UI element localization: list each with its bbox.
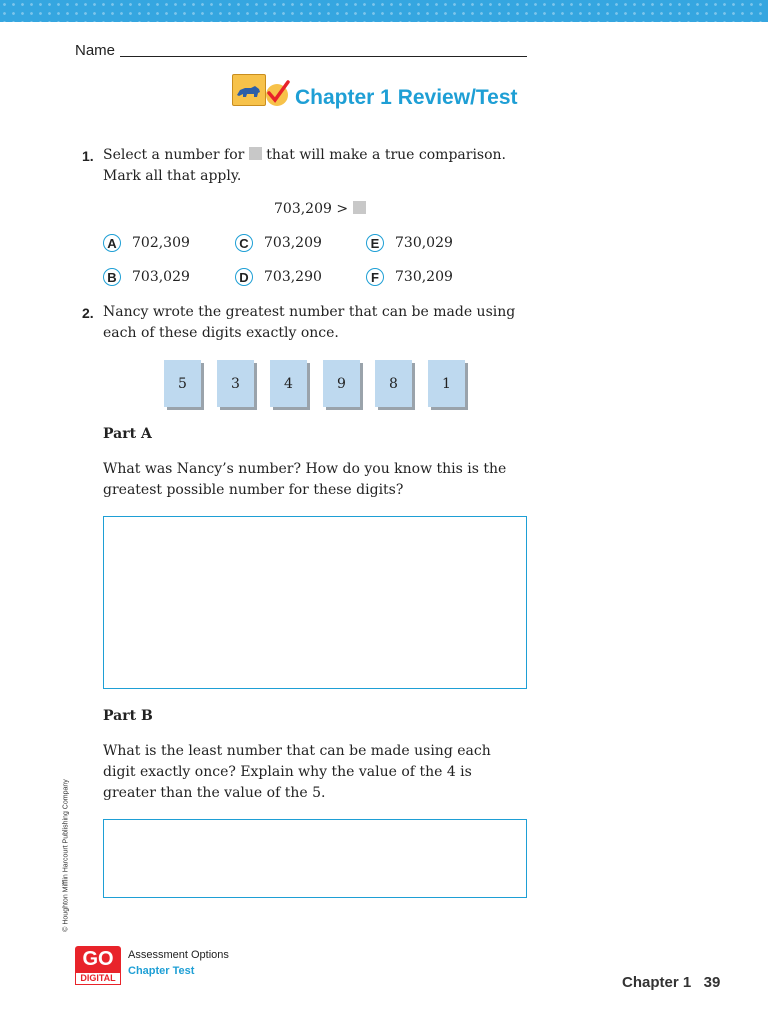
comparison-text: 703,209 > — [274, 201, 349, 217]
go-text: GO — [75, 946, 121, 972]
option-letter: A — [103, 234, 121, 252]
question-2-number: 2. — [82, 305, 94, 321]
part-a-label: Part A — [103, 426, 152, 442]
digit-tile: 1 — [428, 360, 465, 407]
option-value: 703,290 — [264, 269, 322, 285]
chapter-title-block — [232, 72, 552, 118]
go-digital-badge[interactable] — [75, 946, 121, 986]
comparison — [274, 199, 366, 220]
option-value: 702,309 — [132, 235, 190, 251]
option-letter: D — [235, 268, 253, 286]
assessment-options-label: Assessment Options — [128, 949, 229, 961]
question-1-prompt-cont: that will make a true comparison. Mark all that apply. — [103, 147, 507, 184]
question-1-number: 1. — [82, 148, 94, 164]
digit-tile: 8 — [375, 360, 412, 407]
option-value: 730,029 — [395, 235, 453, 251]
option-c[interactable] — [235, 234, 322, 252]
option-a[interactable] — [103, 234, 190, 252]
name-line — [120, 56, 527, 57]
question-1-text — [103, 145, 528, 187]
option-value: 703,029 — [132, 269, 190, 285]
question-2-text: Nancy wrote the greatest number that can be made using each of these digits exactly once. — [103, 304, 516, 341]
option-f[interactable] — [366, 268, 453, 286]
option-e[interactable] — [366, 234, 453, 252]
digit-tile: 3 — [217, 360, 254, 407]
question-1-prompt: Select a number for — [103, 147, 245, 163]
digital-text: DIGITAL — [75, 972, 121, 985]
option-letter: B — [103, 268, 121, 286]
part-b-answer-box[interactable] — [103, 819, 527, 898]
page-number: Chapter 1 39 — [622, 974, 721, 991]
option-value: 730,209 — [395, 269, 453, 285]
page-title: Chapter 1 Review/Test — [295, 86, 518, 109]
copyright: © Houghton Mifflin Harcourt Publishing Company — [62, 779, 70, 932]
name-label: Name — [75, 42, 116, 59]
digit-tile: 5 — [164, 360, 201, 407]
bear-logo-icon — [232, 74, 266, 106]
part-b-label: Part B — [103, 708, 153, 724]
placeholder-square-icon — [353, 201, 366, 214]
digit-tile: 4 — [270, 360, 307, 407]
option-letter: C — [235, 234, 253, 252]
top-decorative-band — [0, 0, 768, 22]
part-a-answer-box[interactable] — [103, 516, 527, 689]
digit-tile: 9 — [323, 360, 360, 407]
option-b[interactable] — [103, 268, 190, 286]
checkmark-icon — [266, 84, 288, 106]
placeholder-square-icon — [249, 147, 262, 160]
part-b-text: What is the least number that can be made using each digit exactly once? Explain why the value of the 4 is greater than the value of the 5. — [103, 743, 491, 801]
option-value: 703,209 — [264, 235, 322, 251]
chapter-test-link[interactable]: Chapter Test — [128, 965, 195, 977]
part-a-text: What was Nancy’s number? How do you know this is the greatest possible number for these digits? — [103, 461, 507, 498]
option-letter: F — [366, 268, 384, 286]
option-letter: E — [366, 234, 384, 252]
option-d[interactable] — [235, 268, 322, 286]
